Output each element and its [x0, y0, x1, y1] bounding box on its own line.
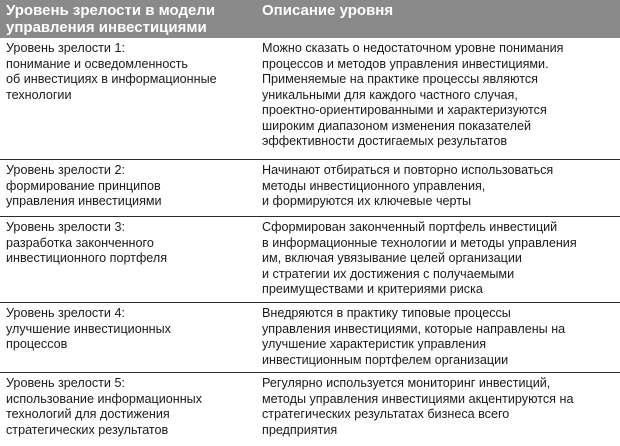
table-row [0, 373, 620, 446]
level-cell: Уровень зрелости 2: формирование принципов управления инвестициями [6, 163, 162, 208]
description-cell: Можно сказать о недостаточном уровне понимания процессов и методов управления инвестициями. Применяемые на практике процессы являются уникальными для каждого частного случая, проектно-ориентированными и характеризуются широким диапазоном изменения показателей эффективности достигаемых результатов [262, 41, 564, 148]
description-cell: Регулярно используется мониторинг инвестиций, методы управления инвестициями акцентируются на стратегических результатах бизнеса всего предприятия [262, 376, 574, 437]
level-cell: Уровень зрелости 4: улучшение инвестиционных процессов [6, 306, 171, 351]
level-cell: Уровень зрелости 3: разработка законченного инвестиционного портфеля [6, 220, 168, 265]
description-cell: Внедряются в практику типовые процессы управления инвестициями, которые направлены на улучшение характеристик управления инвестиционным портфелем организации [262, 306, 566, 367]
header-level: Уровень зрелости в модели управления инвестициями [6, 2, 216, 36]
table-row [0, 160, 620, 217]
table-row [0, 38, 620, 160]
table-row [0, 303, 620, 373]
table-header [0, 0, 620, 38]
level-cell: Уровень зрелости 5: использование информационных технологий для достижения стратегических результатов [6, 376, 203, 437]
description-cell: Начинают отбираться и повторно использоваться методы инвестиционного управления, и формируются их ключевые черты [262, 163, 554, 208]
header-description: Описание уровня [262, 2, 394, 19]
level-cell: Уровень зрелости 1: понимание и осведомленность об инвестициях в информационные технологии [6, 41, 217, 102]
description-cell: Сформирован законченный портфель инвестиций в информационные технологии и методы управления им, включая увязывание целей организации и стратегии их достижения с получаемыми преимуществами и критериями риска [262, 220, 577, 296]
table-row [0, 217, 620, 303]
